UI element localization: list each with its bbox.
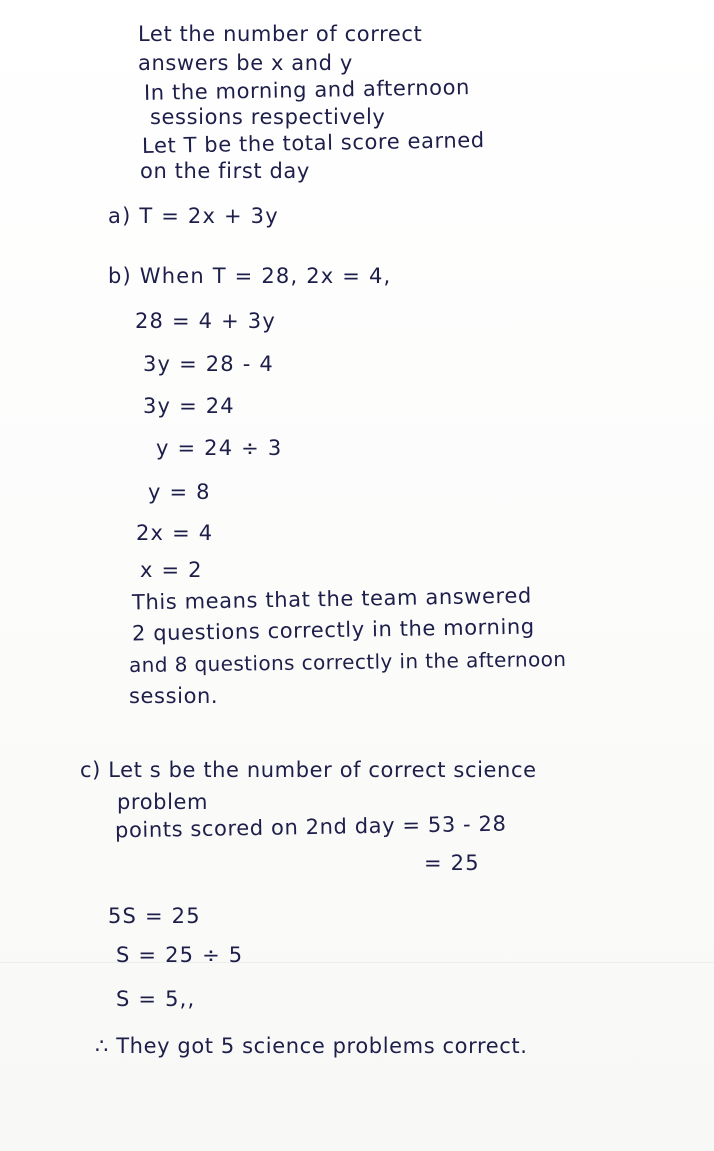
part-b-step-2: 3y = 28 - 4: [143, 352, 274, 376]
part-c-header-1: c) Let s be the number of correct science: [80, 758, 537, 782]
intro-line-6: on the first day: [140, 159, 310, 183]
intro-line-3: In the morning and afternoon: [143, 75, 471, 105]
part-c-points-line: points scored on 2nd day = 53 - 28: [114, 811, 507, 843]
intro-line-1: Let the number of correct: [138, 22, 423, 46]
part-b-step-5: y = 8: [148, 480, 211, 504]
part-c-step-2: S = 25 ÷ 5: [116, 943, 244, 967]
part-c-conclusion: ∴ They got 5 science problems correct.: [95, 1034, 528, 1058]
part-b-step-1: 28 = 4 + 3y: [135, 309, 276, 333]
paper-crease: [0, 962, 714, 963]
part-c-points-result: = 25: [424, 851, 480, 875]
part-b-conclusion-1: This means that the team answered: [131, 583, 532, 615]
part-b-conclusion-3: and 8 questions correctly in the afternoon: [128, 646, 567, 678]
intro-line-5: Let T be the total score earned: [141, 128, 485, 158]
part-b-conclusion-4: session.: [129, 684, 219, 708]
intro-line-4: sessions respectively: [150, 105, 386, 129]
part-c-step-3: S = 5,,: [116, 987, 196, 1011]
part-b-step-6: 2x = 4: [136, 521, 214, 545]
part-b-step-3: 3y = 24: [143, 394, 235, 418]
part-a-equation: a) T = 2x + 3y: [108, 204, 279, 228]
part-b-step-7: x = 2: [140, 558, 203, 582]
part-b-step-4: y = 24 ÷ 3: [156, 436, 283, 460]
part-c-step-1: 5S = 25: [108, 904, 201, 928]
part-b-conclusion-2: 2 questions correctly in the morning: [131, 614, 535, 646]
part-c-header-2: problem: [117, 790, 209, 814]
part-b-header: b) When T = 28, 2x = 4,: [108, 264, 392, 288]
intro-line-2: answers be x and y: [138, 51, 353, 75]
